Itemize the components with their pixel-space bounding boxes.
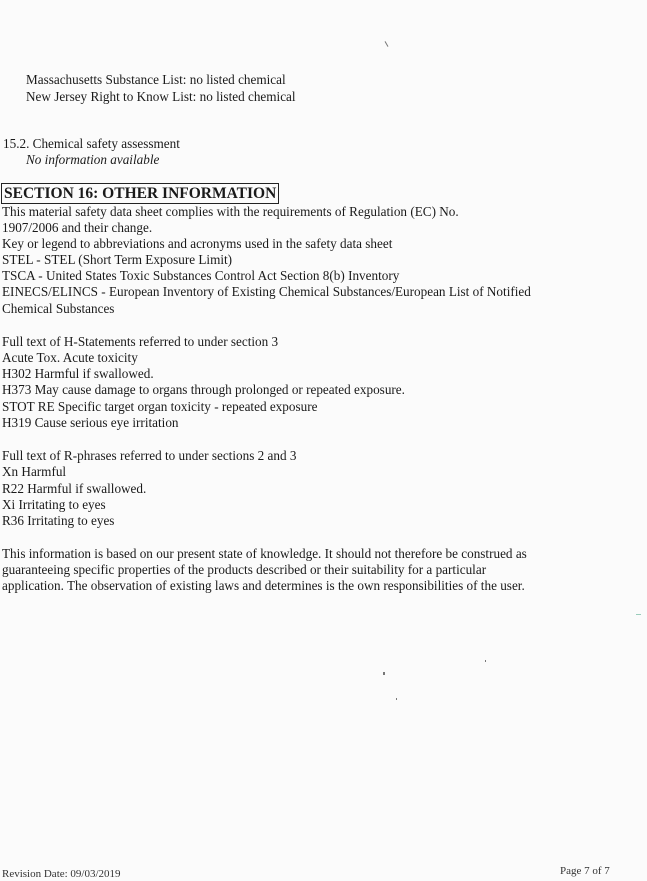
revision-date: Revision Date: 09/03/2019 [2,868,121,880]
r-phrase-line: R36 Irritating to eyes [2,513,115,528]
h-statement-line: H319 Cause serious eye irritation [2,415,179,430]
info-line: TSCA - United States Toxic Substances Control Act Section 8(b) Inventory [2,268,400,283]
r-phrases-heading: Full text of R-phrases referred to under sections 2 and 3 [2,448,297,463]
scan-speck [383,672,385,675]
info-line: STEL - STEL (Short Term Exposure Limit) [2,252,233,267]
info-line: Chemical Substances [2,301,115,316]
info-line: Key or legend to abbreviations and acronyms used in the safety data sheet [2,236,393,251]
section-16-heading: SECTION 16: OTHER INFORMATION [1,183,279,204]
h-statement-line: Acute Tox. Acute toxicity [2,350,138,365]
info-line: EINECS/ELINCS - European Inventory of Existing Chemical Substances/European List of Notified [2,284,531,299]
info-line: This material safety data sheet complies with the requirements of Regulation (EC) No. [2,204,459,219]
r-phrase-line: Xn Harmful [2,464,67,479]
new-jersey-line: New Jersey Right to Know List: no listed chemical [26,89,296,104]
disclaimer-line: guaranteeing specific properties of the products described or their suitability for a particular [2,562,487,577]
h-statement-line: H302 Harmful if swallowed. [2,366,154,381]
disclaimer-line: This information is based on our present state of knowledge. It should not therefore be construed as [2,546,527,561]
scan-speck [485,660,486,662]
disclaimer-line: application. The observation of existing laws and determines is the own responsibilities of the user. [2,578,525,593]
h-statement-line: STOT RE Specific target organ toxicity - repeated exposure [2,399,318,414]
h-statements-heading: Full text of H-Statements referred to under section 3 [2,334,279,349]
assessment-heading: 15.2. Chemical safety assessment [3,136,180,151]
r-phrase-line: Xi Irritating to eyes [2,497,106,512]
massachusetts-line: Massachusetts Substance List: no listed chemical [26,72,286,87]
assessment-value: No information available [26,152,160,167]
page-number: Page 7 of 7 [560,865,610,877]
scan-speck [636,614,641,615]
scan-speck [385,41,389,47]
scan-speck [396,698,397,700]
info-line: 1907/2006 and their change. [2,220,153,235]
h-statement-line: H373 May cause damage to organs through prolonged or repeated exposure. [2,382,405,397]
r-phrase-line: R22 Harmful if swallowed. [2,481,147,496]
